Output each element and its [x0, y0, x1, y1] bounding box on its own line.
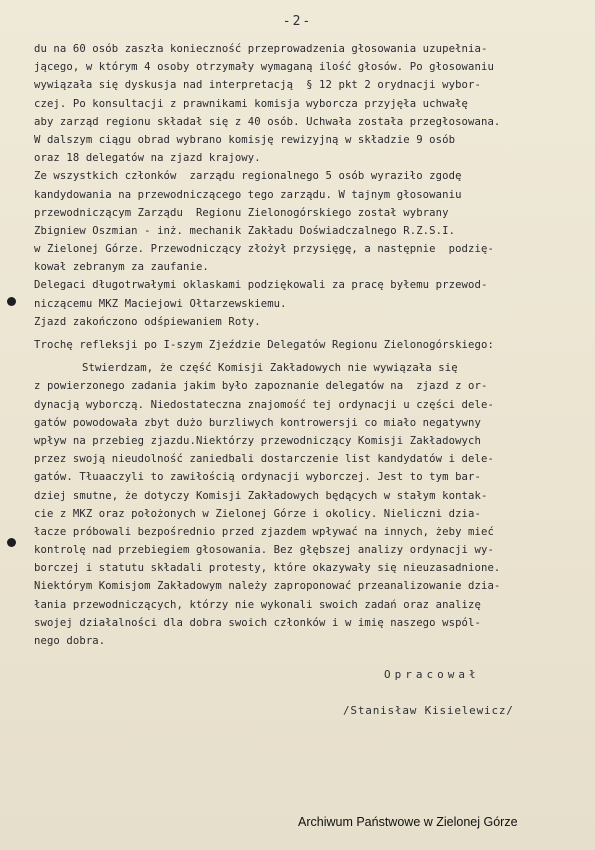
text-line: Zbigniew Oszmian - inż. mechanik Zakładu Doświadczalnego R.Z.S.I.: [34, 224, 456, 237]
text-line: swojej działalności dla dobra swoich członków i w imię naszego wspól-: [34, 616, 481, 629]
text-line: borczej i statutu składali protesty, które okazywały się nieuzasadnione.: [34, 562, 501, 575]
text-line: wpływ na przebieg zjazdu.Niektórzy przewodniczący Komisji Zakładowych: [34, 434, 481, 447]
text-line: Stwierdzam, że część Komisji Zakładowych nie wywiązała się: [82, 362, 458, 375]
text-line: kował zebranym za zaufanie.: [34, 261, 209, 274]
text-line: dziej smutne, że dotyczy Komisji Zakładowych będących w stałym kontak-: [34, 489, 488, 502]
text-line: z powierzonego zadania jakim było zapoznanie delegatów na zjazd z or-: [34, 380, 488, 393]
text-line: gatów. Tłuaaczyli to zawiłością ordynacji wyborczej. Jest to tym bar-: [34, 471, 481, 484]
text-line: kontrolę nad przebiegiem głosowania. Bez głębszej analizy ordynacji wy-: [34, 544, 494, 557]
text-line: Ze wszystkich członków zarządu regionalnego 5 osób wyraziło zgodę: [34, 170, 462, 183]
text-line: w Zielonej Górze. Przewodniczący złożył przysięgę, a następnie podzię-: [34, 243, 494, 256]
text-line: nego dobra.: [34, 635, 106, 647]
text-line: cie z MKZ oraz położonych w Zielonej Górze i okolicy. Nieliczni dzia-: [34, 507, 481, 520]
text-line: Delegaci długotrwałymi oklaskami podziękowali za pracę byłemu przewod-: [34, 279, 488, 292]
text-line: przewodniczącym Zarządu Regionu Zielonogórskiego został wybrany: [34, 206, 449, 219]
archive-watermark-label: Archiwum Państwowe w Zielonej Górze: [298, 815, 518, 829]
text-line: W dalszym ciągu obrad wybrano komisję rewizyjną w składzie 9 osób: [34, 133, 456, 146]
text-line: Niektórym Komisjom Zakładowym należy zaproponować przeanalizowanie dzia-: [34, 580, 501, 593]
signature-title: Opracował: [384, 668, 480, 681]
text-line: dynacją wyborczą. Niedostateczna znajomość tej ordynacji u części dele-: [34, 398, 494, 411]
punch-hole-icon: [7, 297, 16, 306]
signature-name: /Stanisław Kisielewicz/: [343, 704, 514, 717]
document-body: [34, 40, 582, 650]
text-line: kandydowania na przewodniczącego tego zarządu. W tajnym głosowaniu: [34, 188, 462, 201]
text-line: oraz 18 delegatów na zjazd krajowy.: [34, 152, 261, 165]
text-line: jącego, w którym 4 osoby otrzymały wymaganą ilość głosów. Po głosowaniu: [34, 61, 494, 74]
punch-hole-icon: [7, 538, 16, 547]
text-line: przez swoją nieudolność zaniedbali dostarczenie list kandydatów i dele-: [34, 453, 494, 466]
text-line: czej. Po konsultacji z prawnikami komisja wyborcza przyjęła uchwałę: [34, 97, 469, 110]
text-line: gatów powodowała zbyt dużo burzliwych kontrowersji co miało negatywny: [34, 416, 481, 429]
text-line: wywiązała się dyskusja nad interpretacją § 12 pkt 2 orydnacji wybor-: [34, 79, 481, 92]
text-line: du na 60 osób zaszła konieczność przeprowadzenia głosowania uzupełnia-: [34, 43, 488, 55]
text-line: niczącemu MKZ Maciejowi Ołtarzewskiemu.: [34, 297, 287, 310]
text-line: łania przewodniczących, którzy nie wykonali swoich zadań oraz analizę: [34, 598, 481, 611]
page-number: -2-: [282, 14, 313, 29]
section-heading: Trochę refleksji po I-szym Zjeździe Delegatów Regionu Zielonogórskiego:: [34, 339, 494, 351]
text-line: Zjazd zakończono odśpiewaniem Roty.: [34, 315, 261, 328]
text-line: aby zarząd regionu składał się z 40 osób. Uchwała została przegłosowana.: [34, 115, 501, 128]
text-line: łacze próbowali bezpośrednio przed zjazdem wpływać na innych, żeby mieć: [34, 525, 494, 538]
